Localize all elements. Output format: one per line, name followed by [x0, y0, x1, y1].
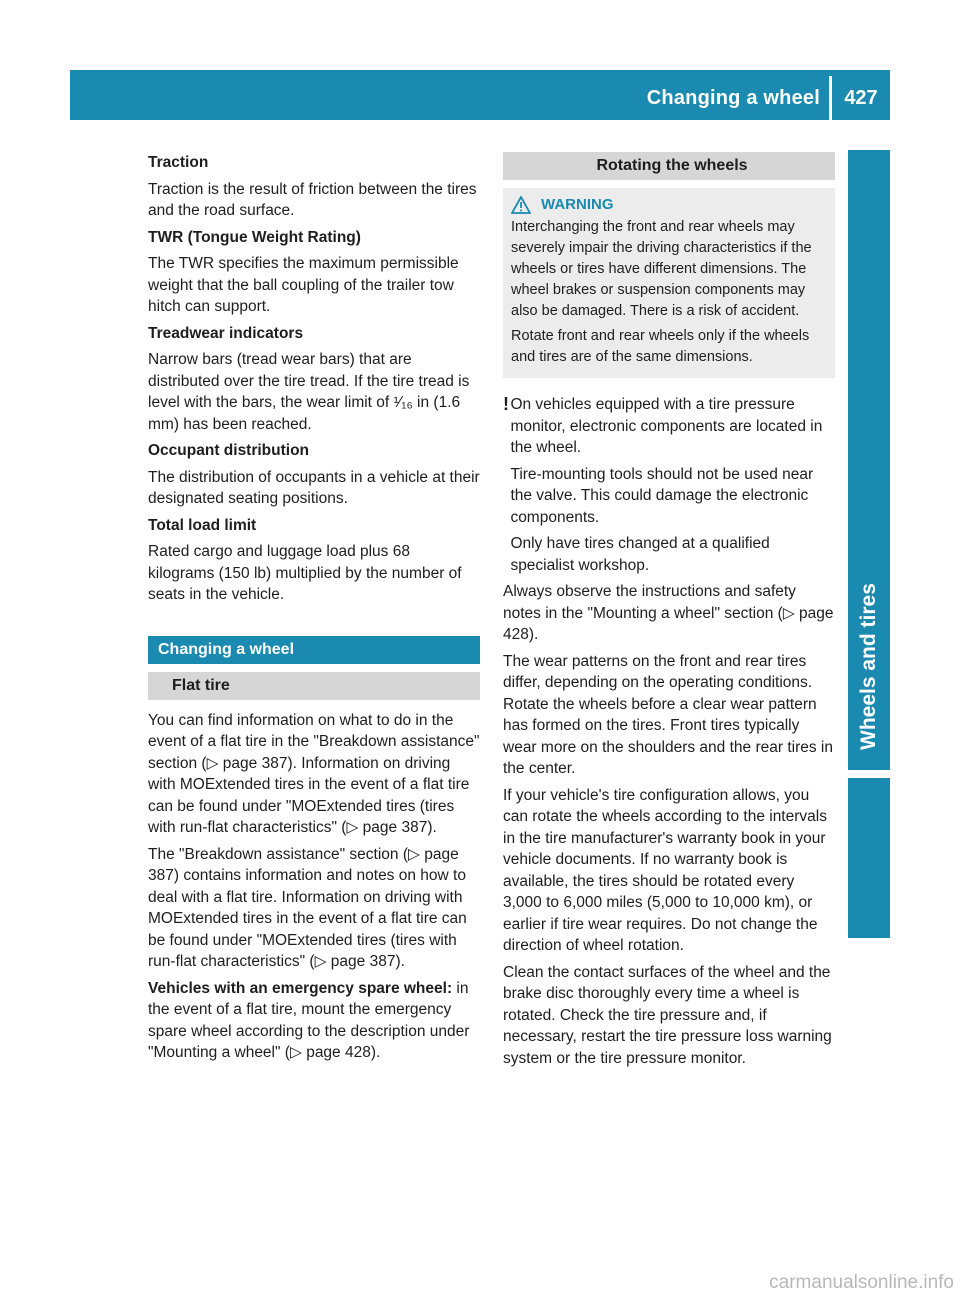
left-column	[148, 152, 480, 1069]
warning-paragraph-1: Interchanging the front and rear wheels may severely impair the driving characteristics if the wheels or tires have different dimensions. The wheel brakes or suspension components may also be damaged. There is a risk of accident.	[511, 219, 812, 319]
rotation-paragraph-3: If your vehicle's tire configuration allows, you can rotate the wheels according to the intervals in the tire manufacturer's warranty book in your vehicle documents. If no warranty book is available, the tires should be rotated every 3,000 to 6,000 miles (5,000 to 10,000 km), or earlier if tire wear requires. Do not change the direction of wheel rotation.	[503, 786, 827, 954]
subsection-heading-flat-tire: Flat tire	[148, 672, 480, 700]
notice-paragraph-3: Only have tires changed at a qualified specialist workshop.	[510, 535, 770, 574]
section-heading-changing-wheel: Changing a wheel	[148, 636, 480, 664]
page-number: 427	[844, 87, 878, 109]
page-header	[70, 70, 890, 120]
side-color-block	[848, 778, 890, 938]
notice-paragraph-2: Tire-mounting tools should not be used near the valve. This could damage the electronic components.	[510, 465, 814, 526]
spare-wheel-paragraph	[148, 978, 480, 1064]
term-traction: Traction	[148, 154, 209, 171]
section-heading-rotating-wheels: Rotating the wheels	[503, 152, 835, 180]
warning-triangle-icon	[511, 196, 531, 214]
flat-tire-paragraph-2: The "Breakdown assistance" section (▷ page 387) contains information and notes on how to deal with a flat tire. Information on driving with MOExtended tires in the event of a flat tire can be found under "MOExtended tires (tires with run-flat characteristics" (▷ page 387).	[148, 845, 467, 970]
warning-box	[503, 188, 835, 378]
rotation-paragraph-1: Always observe the instructions and safety notes in the "Mounting a wheel" section (▷ page 428).	[503, 583, 834, 643]
spare-wheel-text: in the event of a flat tire, mount the emergency spare wheel according to the description under "Mounting a wheel" (▷ page 428).	[148, 979, 470, 1061]
spare-wheel-lead: Vehicles with an emergency spare wheel:	[148, 979, 453, 997]
term-twr: TWR (Tongue Weight Rating)	[148, 228, 361, 246]
header-divider	[829, 76, 832, 120]
rotation-paragraph-2: The wear patterns on the front and rear tires differ, depending on the operating conditions. Rotate the wheels before a clear wear pattern has formed on the tires. Front tires typically wear more on the shoulders and the rear tires in the center.	[503, 652, 833, 777]
chapter-label: Wheels and tires	[857, 583, 880, 750]
def-traction: Traction is the result of friction between the tires and the road surface.	[148, 180, 477, 219]
footer-watermark: carmanualsonline.info	[769, 1272, 954, 1293]
def-twr: The TWR specifies the maximum permissible weight that the ball coupling of the trailer tow hitch can support.	[148, 255, 459, 315]
def-occupant: The distribution of occupants in a vehicle at their designated seating positions.	[148, 468, 480, 507]
term-load-limit: Total load limit	[148, 516, 257, 534]
chapter-side-tab	[848, 150, 890, 770]
def-treadwear: Narrow bars (tread wear bars) that are distributed over the tire tread. If the tire tread is level with the bars, the wear limit of ¹⁄₁₆ in (1.6 mm) has been reached.	[148, 351, 470, 433]
warning-paragraph-2: Rotate front and rear wheels only if the wheels and tires are of the same dimensions.	[511, 328, 810, 365]
notice-exclamation-icon: !	[503, 394, 509, 414]
notice-block	[503, 394, 835, 581]
warning-title: WARNING	[541, 196, 614, 213]
term-treadwear: Treadwear indicators	[148, 324, 304, 342]
flat-tire-paragraph-1: You can find information on what to do in the event of a flat tire in the "Breakdown assistance" section (▷ page 387). Information on driving with MOExtended tires in the event of a flat tire can be found under "MOExtended tires (tires with run-flat characteristics" (▷ page 387).	[148, 711, 480, 836]
right-column	[503, 152, 835, 1074]
def-load-limit: Rated cargo and luggage load plus 68 kilograms (150 lb) multiplied by the number of seats in the vehicle.	[148, 543, 462, 603]
notice-paragraph-1: On vehicles equipped with a tire pressure monitor, electronic components are located in the wheel.	[510, 396, 823, 456]
rotation-paragraph-4: Clean the contact surfaces of the wheel and the brake disc thoroughly every time a wheel is rotated. Check the tire pressure and, if necessary, restart the tire pressure loss warning system or the tire pressure monitor.	[503, 963, 832, 1067]
term-occupant: Occupant distribution	[148, 442, 310, 459]
header-title: Changing a wheel	[646, 87, 820, 109]
